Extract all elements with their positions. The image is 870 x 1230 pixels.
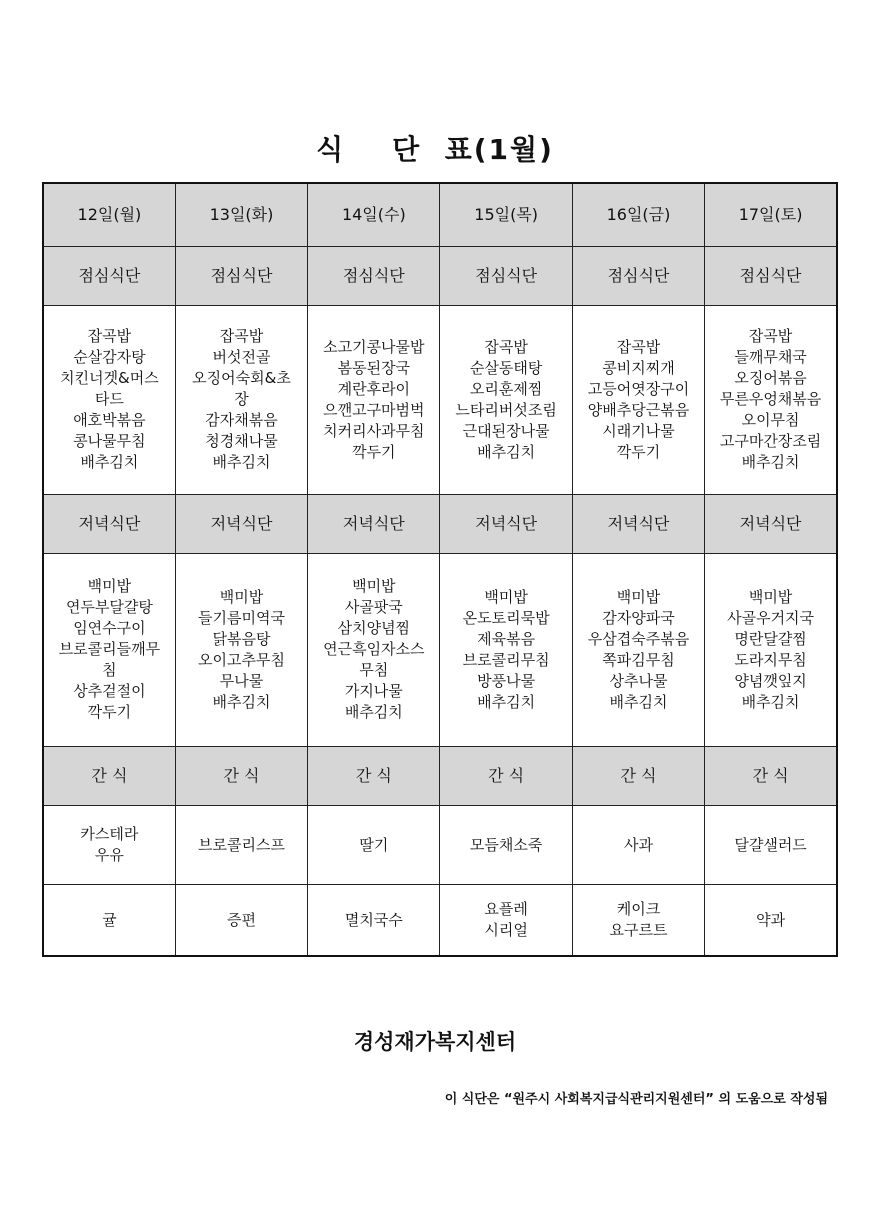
snack-cell <box>175 885 307 956</box>
menu-item: 배추김치 <box>477 692 536 711</box>
page-title: 식 단 표(1월) <box>316 133 554 166</box>
menu-item: 감자채볶음 <box>205 411 278 430</box>
menu-item: 닭볶음탕 <box>212 629 271 648</box>
menu-item: 오이고추무침 <box>198 650 285 669</box>
menu-item: 배추김치 <box>609 692 668 711</box>
menu-item: 느타리버섯조림 <box>455 400 557 419</box>
snack-label-row <box>43 746 837 805</box>
lunch-menu-cell <box>572 305 704 494</box>
menu-item: 고구마간장조림 <box>719 432 822 451</box>
menu-item: 상추나물 <box>609 671 668 690</box>
lunch-menu-cell <box>440 305 572 494</box>
dinner-label: 저녁식단 <box>440 494 572 553</box>
snack-label: 간 식 <box>308 746 440 805</box>
menu-item: 잡곡밥 <box>616 337 661 356</box>
dinner-label: 저녁식단 <box>705 494 837 553</box>
day-header: 13일(화) <box>175 183 307 246</box>
menu-item: 우삼겹숙주볶음 <box>587 629 690 648</box>
menu-item: 증편 <box>227 910 256 929</box>
menu-table <box>42 182 838 957</box>
menu-item: 딸기 <box>359 835 389 854</box>
menu-item: 양배추당근볶음 <box>587 400 690 419</box>
menu-item: 봄동된장국 <box>337 358 411 377</box>
menu-item: 요구르트 <box>609 921 668 940</box>
menu-item: 무나물 <box>219 671 264 690</box>
menu-item: 도라지무침 <box>734 650 807 669</box>
snack-cell <box>572 885 704 956</box>
dinner-menu-cell <box>308 553 440 746</box>
menu-item: 상추겉절이 <box>73 682 146 701</box>
menu-item: 깍두기 <box>352 442 396 461</box>
menu-item: 청경채나물 <box>205 432 278 451</box>
menu-item: 감자양파국 <box>602 608 675 627</box>
menu-item: 케이크 <box>616 900 661 919</box>
center-name: 경성재가복지센터 <box>353 1030 517 1054</box>
menu-item: 방풍나물 <box>477 671 536 690</box>
menu-item: 브로콜리들깨무 <box>58 640 161 659</box>
menu-item: 배추김치 <box>741 692 800 711</box>
day-header: 12일(월) <box>43 183 175 246</box>
menu-item: 사골우거지국 <box>727 608 815 627</box>
menu-item: 멸치국수 <box>344 910 403 929</box>
snack-label: 간 식 <box>572 746 704 805</box>
menu-item: 타드 <box>94 390 124 409</box>
menu-item: 가지나물 <box>344 682 403 701</box>
menu-item: 깍두기 <box>87 703 132 722</box>
menu-item: 백미밥 <box>484 587 528 606</box>
day-header: 14일(수) <box>308 183 440 246</box>
snack-row-1 <box>43 805 837 884</box>
snack-row-2 <box>43 885 837 956</box>
menu-item: 배추김치 <box>477 442 536 461</box>
snack-cell <box>440 885 572 956</box>
menu-item: 카스테라 <box>80 825 139 844</box>
lunch-label: 점심식단 <box>175 246 307 305</box>
menu-item: 무른우엉채볶음 <box>719 390 822 409</box>
menu-item: 깍두기 <box>616 442 661 461</box>
snack-label: 간 식 <box>440 746 572 805</box>
menu-item: 콩나물무침 <box>73 432 146 451</box>
menu-item: 명란달걀찜 <box>734 629 807 648</box>
snack-cell <box>572 805 704 884</box>
dinner-label: 저녁식단 <box>43 494 175 553</box>
menu-item: 오징어볶음 <box>734 369 807 388</box>
menu-item: 시리얼 <box>484 921 528 940</box>
dinner-menu-cell <box>440 553 572 746</box>
menu-item: 귤 <box>102 910 117 929</box>
menu-item: 제육볶음 <box>477 629 536 648</box>
lunch-menu-cell <box>705 305 837 494</box>
dinner-label: 저녁식단 <box>175 494 307 553</box>
menu-item: 침 <box>102 661 117 680</box>
menu-item: 근대된장나물 <box>462 421 550 440</box>
menu-item: 으깬고구마범벅 <box>323 400 425 419</box>
menu-item: 브로콜리무침 <box>462 650 550 669</box>
dinner-label: 저녁식단 <box>308 494 440 553</box>
menu-item: 잡곡밥 <box>87 327 132 346</box>
lunch-label: 점심식단 <box>705 246 837 305</box>
menu-item: 버섯전골 <box>212 348 271 367</box>
snack-cell <box>705 805 837 884</box>
menu-item: 쪽파김무침 <box>602 650 675 669</box>
menu-item: 고등어엿장구이 <box>587 379 690 398</box>
menu-item: 순살감자탕 <box>73 348 146 367</box>
menu-item: 임연수구이 <box>73 619 146 638</box>
day-header: 17일(토) <box>705 183 837 246</box>
menu-item: 잡곡밥 <box>219 327 264 346</box>
menu-item: 백미밥 <box>219 587 264 606</box>
snack-label: 간 식 <box>175 746 307 805</box>
snack-label: 간 식 <box>43 746 175 805</box>
lunch-label: 점심식단 <box>440 246 572 305</box>
menu-item: 백미밥 <box>616 587 661 606</box>
snack-cell <box>43 885 175 956</box>
footer-note: 이 식단은 “원주시 사회복지급식관리지원센터” 의 도움으로 작성됨 <box>444 1092 828 1107</box>
menu-item: 배추김치 <box>212 692 271 711</box>
dinner-menu-cell <box>175 553 307 746</box>
dinner-menu-cell <box>572 553 704 746</box>
day-header: 16일(금) <box>572 183 704 246</box>
day-header: 15일(목) <box>440 183 572 246</box>
lunch-row <box>43 305 837 494</box>
menu-item: 연두부달걀탕 <box>65 598 153 617</box>
menu-item: 우유 <box>94 846 124 865</box>
lunch-menu-cell <box>175 305 307 494</box>
snack-cell <box>308 885 440 956</box>
lunch-menu-cell <box>43 305 175 494</box>
menu-item: 애호박볶음 <box>73 411 146 430</box>
dinner-label: 저녁식단 <box>572 494 704 553</box>
menu-item: 장 <box>234 390 249 409</box>
menu-item: 백미밥 <box>748 587 793 606</box>
lunch-label: 점심식단 <box>308 246 440 305</box>
menu-item: 계란후라이 <box>337 379 411 398</box>
menu-item: 배추김치 <box>741 453 800 472</box>
menu-item: 삼치양념찜 <box>337 619 411 638</box>
menu-item: 브로콜리스프 <box>198 835 285 854</box>
menu-item: 배추김치 <box>80 453 139 472</box>
snack-label: 간 식 <box>705 746 837 805</box>
dinner-menu-cell <box>43 553 175 746</box>
menu-item: 배추김치 <box>344 703 403 722</box>
menu-item: 오징어숙회&초 <box>192 369 291 388</box>
menu-item: 잡곡밥 <box>484 337 528 356</box>
date-row <box>43 183 837 246</box>
snack-cell <box>308 805 440 884</box>
menu-item: 요플레 <box>484 900 528 919</box>
menu-item: 치킨너겟&머스 <box>60 369 159 388</box>
snack-cell <box>43 805 175 884</box>
menu-item: 모듬채소죽 <box>469 835 543 854</box>
menu-item: 들기름미역국 <box>198 608 285 627</box>
menu-item: 백미밥 <box>87 577 132 596</box>
dinner-row <box>43 553 837 746</box>
menu-item: 연근흑임자소스 <box>323 640 425 659</box>
menu-item: 오이무침 <box>741 411 800 430</box>
menu-item: 백미밥 <box>352 577 396 596</box>
menu-item: 사골팟국 <box>344 598 403 617</box>
lunch-label: 점심식단 <box>43 246 175 305</box>
menu-item: 소고기콩나물밥 <box>323 337 425 356</box>
menu-item: 시래기나물 <box>602 421 675 440</box>
menu-item: 사과 <box>623 835 653 854</box>
menu-item: 순살동태탕 <box>469 358 543 377</box>
snack-cell <box>175 805 307 884</box>
menu-item: 양념깻잎지 <box>734 671 807 690</box>
dinner-menu-cell <box>705 553 837 746</box>
menu-item: 오리훈제찜 <box>469 379 543 398</box>
menu-item: 배추김치 <box>212 453 271 472</box>
snack-cell <box>705 885 837 956</box>
menu-item: 무침 <box>359 661 389 680</box>
menu-item: 약과 <box>756 910 786 929</box>
menu-item: 치커리사과무침 <box>323 421 425 440</box>
snack-cell <box>440 805 572 884</box>
menu-item: 콩비지찌개 <box>602 358 675 377</box>
dinner-label-row <box>43 494 837 553</box>
lunch-label: 점심식단 <box>572 246 704 305</box>
lunch-label-row <box>43 246 837 305</box>
menu-item: 온도토리묵밥 <box>462 608 550 627</box>
lunch-menu-cell <box>308 305 440 494</box>
menu-item: 들깨무채국 <box>734 348 807 367</box>
menu-item: 잡곡밥 <box>748 327 793 346</box>
menu-item: 달걀샐러드 <box>734 835 807 854</box>
